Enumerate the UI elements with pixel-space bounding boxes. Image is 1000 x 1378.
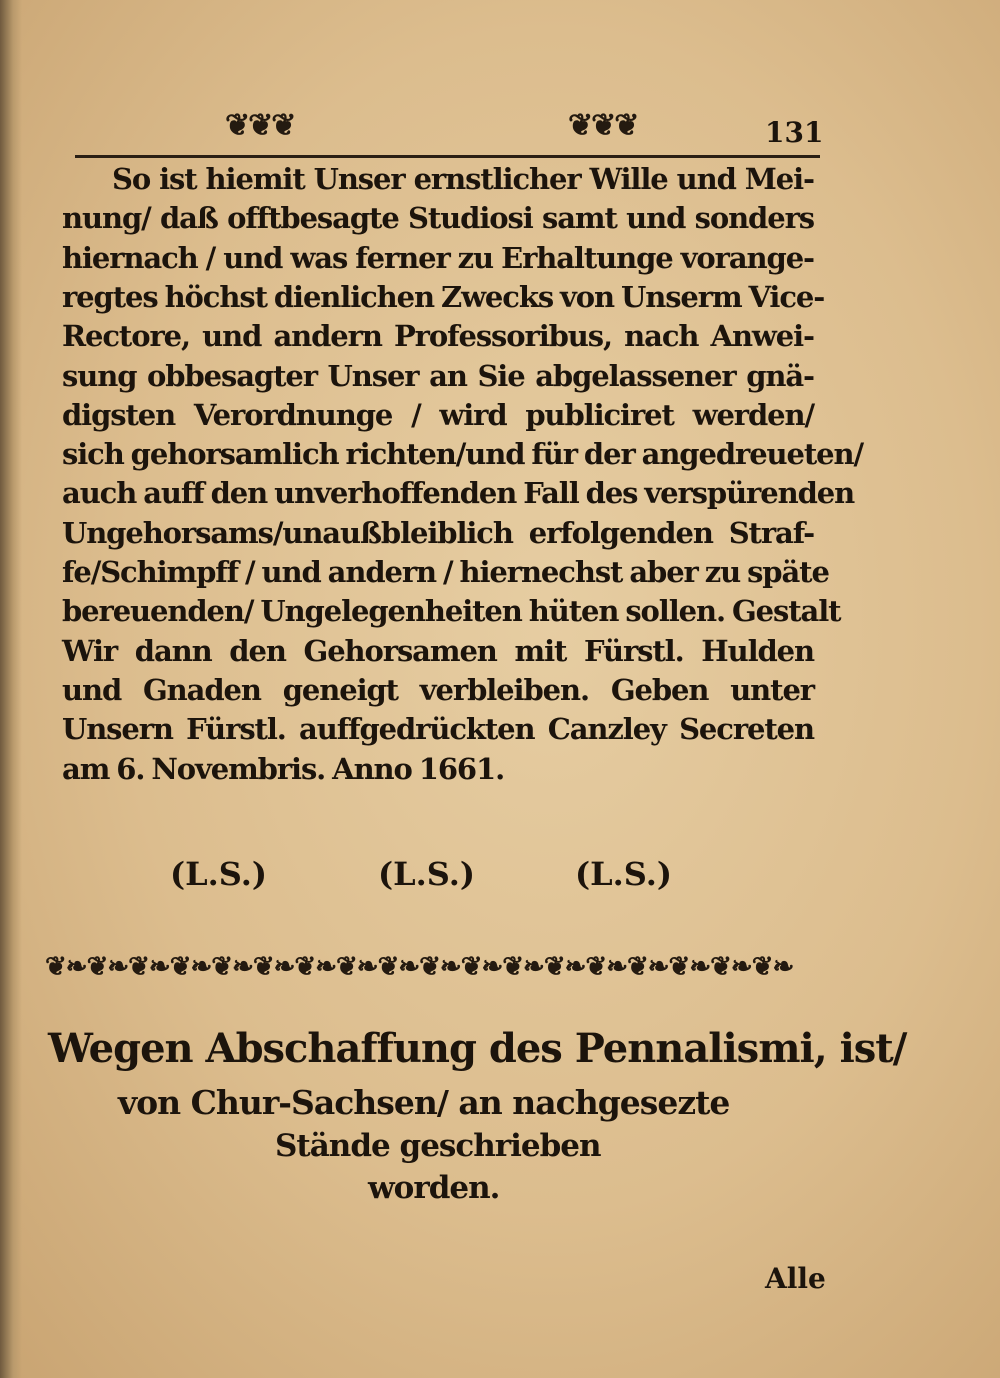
seal-mark-2: (L.S.) (378, 855, 476, 893)
seal-mark-1: (L.S.) (170, 855, 268, 893)
text-line: fe/Schimpff / und andern / hiernechst aber zu späte (62, 555, 829, 589)
text-line: bereuenden/ Ungelegenheiten hüten sollen. Gestalt (62, 594, 841, 629)
text-line: So ist hiemit Unser ernstlicher Wille und Mei- (112, 162, 814, 196)
header-ornament-left: ❦❦❦ (225, 108, 295, 143)
header-rule (75, 155, 820, 158)
book-gutter (0, 0, 22, 1378)
heading-line-4: worden. (368, 1170, 500, 1206)
header-ornament-right: ❦❦❦ (568, 108, 638, 143)
text-line: am 6. Novembris. Anno 1661. (62, 751, 505, 786)
text-line: hiernach / und was ferner zu Erhaltunge vorange- (62, 240, 814, 275)
text-line: sung obbesagter Unser an Sie abgelassener gnä- (62, 358, 814, 393)
page-number: 131 (765, 116, 824, 149)
text-line: regtes höchst dienlichen Zwecks von Unserm Vice- (62, 279, 825, 314)
catchword: Alle (765, 1262, 826, 1295)
seal-mark-3: (L.S.) (575, 855, 673, 893)
text-line: digsten Verordnunge / wird publiciret werden/ (62, 397, 814, 432)
heading-line-3: Stände geschrieben (275, 1128, 601, 1164)
heading-line-2: von Chur-Sachsen/ an nachgesezte (118, 1083, 730, 1122)
text-line: Wir dann den Gehorsamen mit Fürstl. Hulden (62, 633, 814, 668)
text-line: Rectore, und andern Professoribus, nach Anwei- (62, 319, 814, 354)
ornamental-divider: ❦❧❦❧❦❧❦❧❦❧❦❧❦❧❦❧❦❧❦❧❦❧❦❧❦❧❦❧❦❧❦❧❦❧❦❧ (45, 952, 794, 982)
text-line: Ungehorsams/unaußbleiblich erfolgenden Straf- (62, 515, 814, 550)
text-line: Unsern Fürstl. auffgedrückten Canzley Secreten (62, 712, 814, 747)
text-line: nung/ daß offtbesagte Studiosi samt und sonders (62, 201, 814, 236)
text-line: auch auff den unverhoffenden Fall des verspürenden (62, 476, 855, 511)
text-line: sich gehorsamlich richten/und für der angedreueten/ (62, 437, 863, 472)
text-line: und Gnaden geneigt verbleiben. Geben unter (62, 672, 814, 707)
heading-line-1: Wegen Abschaffung des Pennalismi, ist/ (48, 1025, 907, 1072)
